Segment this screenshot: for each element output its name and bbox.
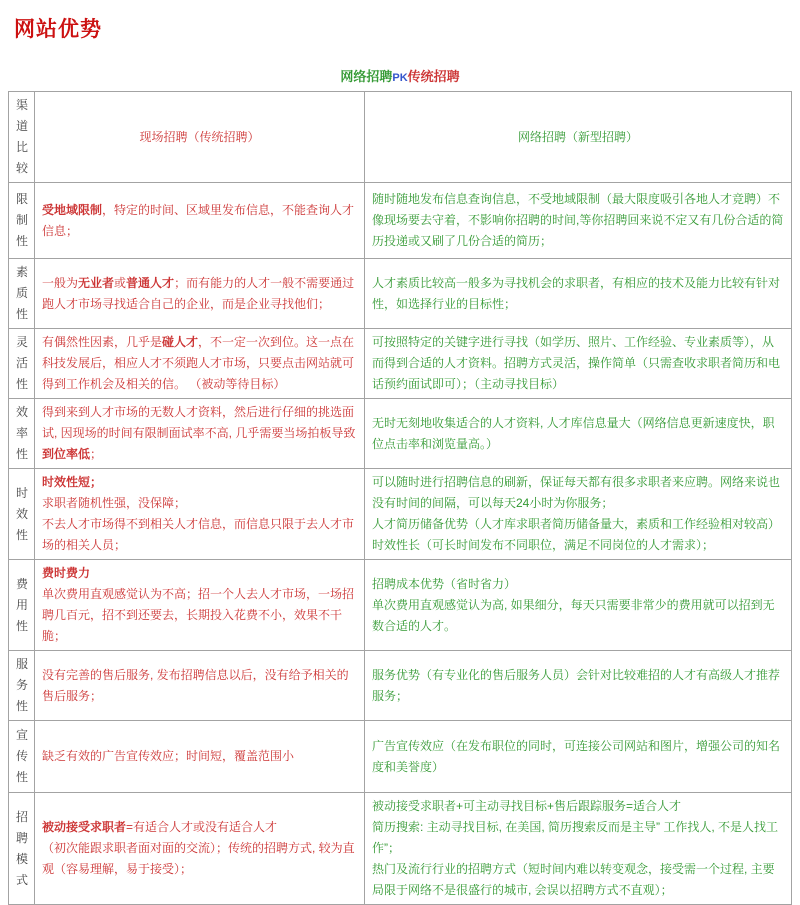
cell-paragraph: 人才简历储备优势（人才库求职者简历储备量大，素质和工作经验相对较高）时效性长（可长时间发布不同职位，满足不同岗位的人才需求）； <box>372 517 781 552</box>
row-label: 服 务 性 <box>9 651 35 721</box>
row-label: 效 率 性 <box>9 399 35 469</box>
cell-paragraph: 被动接受求职者=有适合人才或没有适合人才 <box>42 820 278 834</box>
traditional-cell <box>35 651 365 721</box>
cell-paragraph: 单次费用直观感觉认为不高；招一个人去人才市场，一场招聘几百元，招不到还要去，长期投入花费不小，效果不干脆； <box>42 587 355 643</box>
cell-paragraph: 可以随时进行招聘信息的刷新，保证每天都有很多求职者来应聘。网络来说也没有时间的间隔，可以每天24小时为你服务； <box>372 475 781 510</box>
traditional-cell <box>35 793 365 905</box>
cell-paragraph: 缺乏有效的广告宣传效应；时间短，覆盖范围小 <box>42 749 295 763</box>
traditional-cell <box>35 560 365 651</box>
subtitle-traditional-label: 传统招聘 <box>407 69 460 84</box>
page-title: 网站优势 <box>14 18 102 41</box>
network-cell <box>365 259 792 329</box>
network-cell <box>365 399 792 469</box>
table-row <box>9 399 792 469</box>
cell-paragraph: 求职者随机性强，没保障； <box>42 496 187 510</box>
traditional-cell <box>35 399 365 469</box>
network-cell <box>365 721 792 793</box>
row-label: 时 效 性 <box>9 469 35 560</box>
traditional-cell <box>35 259 365 329</box>
network-cell <box>365 651 792 721</box>
cell-paragraph: 不去人才市场得不到相关人才信息，而信息只限于去人才市场的相关人员； <box>42 517 355 552</box>
table-row <box>9 469 792 560</box>
cell-paragraph: 服务优势（有专业化的售后服务人员）会针对比较难招的人才有高级人才推荐服务； <box>372 667 781 703</box>
row-label: 宣 传 性 <box>9 721 35 793</box>
cell-paragraph: 得到来到人才市场的无数人才资料，然后进行仔细的挑选面试, 因现场的时间有限制面试率不高, 几乎需要当场拍板导致到位率低； <box>42 405 356 461</box>
subtitle-network-label: 网络招聘 <box>340 69 393 84</box>
cell-paragraph: 现场招聘（传统招聘） <box>139 129 260 144</box>
table-row <box>9 259 792 329</box>
cell-paragraph: 受地域限制，特定的时间、区域里发布信息，不能查询人才信息； <box>42 202 355 238</box>
network-cell <box>365 793 792 905</box>
cell-paragraph: 有偶然性因素，几乎是碰人才，不一定一次到位。这一点在科技发展后，相应人才不须跑人才市场，只要点击网站就可得到工作机会及相关的信。 （被动等待目标） <box>42 335 355 391</box>
row-label: 限 制 性 <box>9 183 35 259</box>
traditional-cell <box>35 329 365 399</box>
cell-paragraph: 被动接受求职者+可主动寻找目标+售后跟踪服务=适合人才 <box>372 799 682 813</box>
row-label: 渠 道 比 较 <box>9 92 35 183</box>
comparison-table-body <box>9 92 792 905</box>
cell-paragraph: 人才素质比较高一般多为寻找机会的求职者，有相应的技术及能力比较有针对性，如选择行业的目标性； <box>372 275 781 311</box>
cell-paragraph: 一般为无业者或普通人才；而有能力的人才一般不需要通过跑人才市场寻找适合自己的企业，而是企业寻找他们； <box>42 275 355 311</box>
table-row <box>9 793 792 905</box>
traditional-cell <box>35 92 365 183</box>
cell-paragraph: 费时费力 <box>42 566 91 580</box>
table-row <box>9 183 792 259</box>
cell-paragraph: 没有完善的售后服务, 发布招聘信息以后，没有给予相关的售后服务； <box>42 667 349 703</box>
table-row <box>9 721 792 793</box>
traditional-cell <box>35 183 365 259</box>
network-cell <box>365 560 792 651</box>
cell-paragraph: 简历搜索: 主动寻找目标, 在美国, 简历搜索反而是主导” 工作找人, 不是人找工作”； <box>372 820 779 855</box>
traditional-cell <box>35 469 365 560</box>
network-cell <box>365 183 792 259</box>
cell-paragraph: 无时无刻地收集适合的人才资料, 人才库信息量大（网络信息更新速度快，职位点击率和浏览量高。） <box>372 415 775 451</box>
row-label: 素 质 性 <box>9 259 35 329</box>
comparison-subtitle <box>0 66 800 85</box>
cell-paragraph: 热门及流行行业的招聘方式（短时间内难以转变观念，接受需一个过程, 主要局限于网络不是很盛行的城市, 会误以招聘方式不直观）； <box>372 862 775 897</box>
cell-paragraph: 招聘成本优势（省时省力） <box>372 576 517 591</box>
cell-paragraph: 随时随地发布信息查询信息，不受地域限制（最大限度吸引各地人才竞聘）不像现场要去守着，不影响你招聘的时间,等你招聘回来说不定又有几份合适的简历投递或又刷了几份合适的简历； <box>372 192 784 248</box>
table-row <box>9 651 792 721</box>
network-cell <box>365 469 792 560</box>
cell-paragraph: 网络招聘（新型招聘） <box>517 129 638 144</box>
cell-paragraph: 时效性短； <box>42 475 103 489</box>
subtitle-pk-label: PK <box>392 72 408 84</box>
table-row <box>9 560 792 651</box>
traditional-cell <box>35 721 365 793</box>
network-cell <box>365 329 792 399</box>
table-header-row <box>9 92 792 183</box>
network-cell <box>365 92 792 183</box>
table-row <box>9 329 792 399</box>
row-label: 费 用 性 <box>9 560 35 651</box>
cell-paragraph: （初次能跟求职者面对面的交流）；传统的招聘方式, 较为直观（容易理解，易于接受）； <box>42 841 355 876</box>
cell-paragraph: 单次费用直观感觉认为高, 如果细分，每天只需要非常少的费用就可以招到无数合适的人才。 <box>372 597 775 633</box>
cell-paragraph: 广告宣传效应（在发布职位的同时，可连接公司网站和图片，增强公司的知名度和美誉度） <box>372 738 781 774</box>
cell-paragraph: 可按照特定的关键字进行寻找（如学历、照片、工作经验、专业素质等），从而得到合适的人才资料。招聘方式灵活，操作简单（只需查收求职者简历和电话预约面试即可）；（主动寻找目标） <box>372 335 781 391</box>
comparison-table <box>8 91 792 905</box>
row-label: 招 聘 模 式 <box>9 793 35 905</box>
row-label: 灵 活 性 <box>9 329 35 399</box>
